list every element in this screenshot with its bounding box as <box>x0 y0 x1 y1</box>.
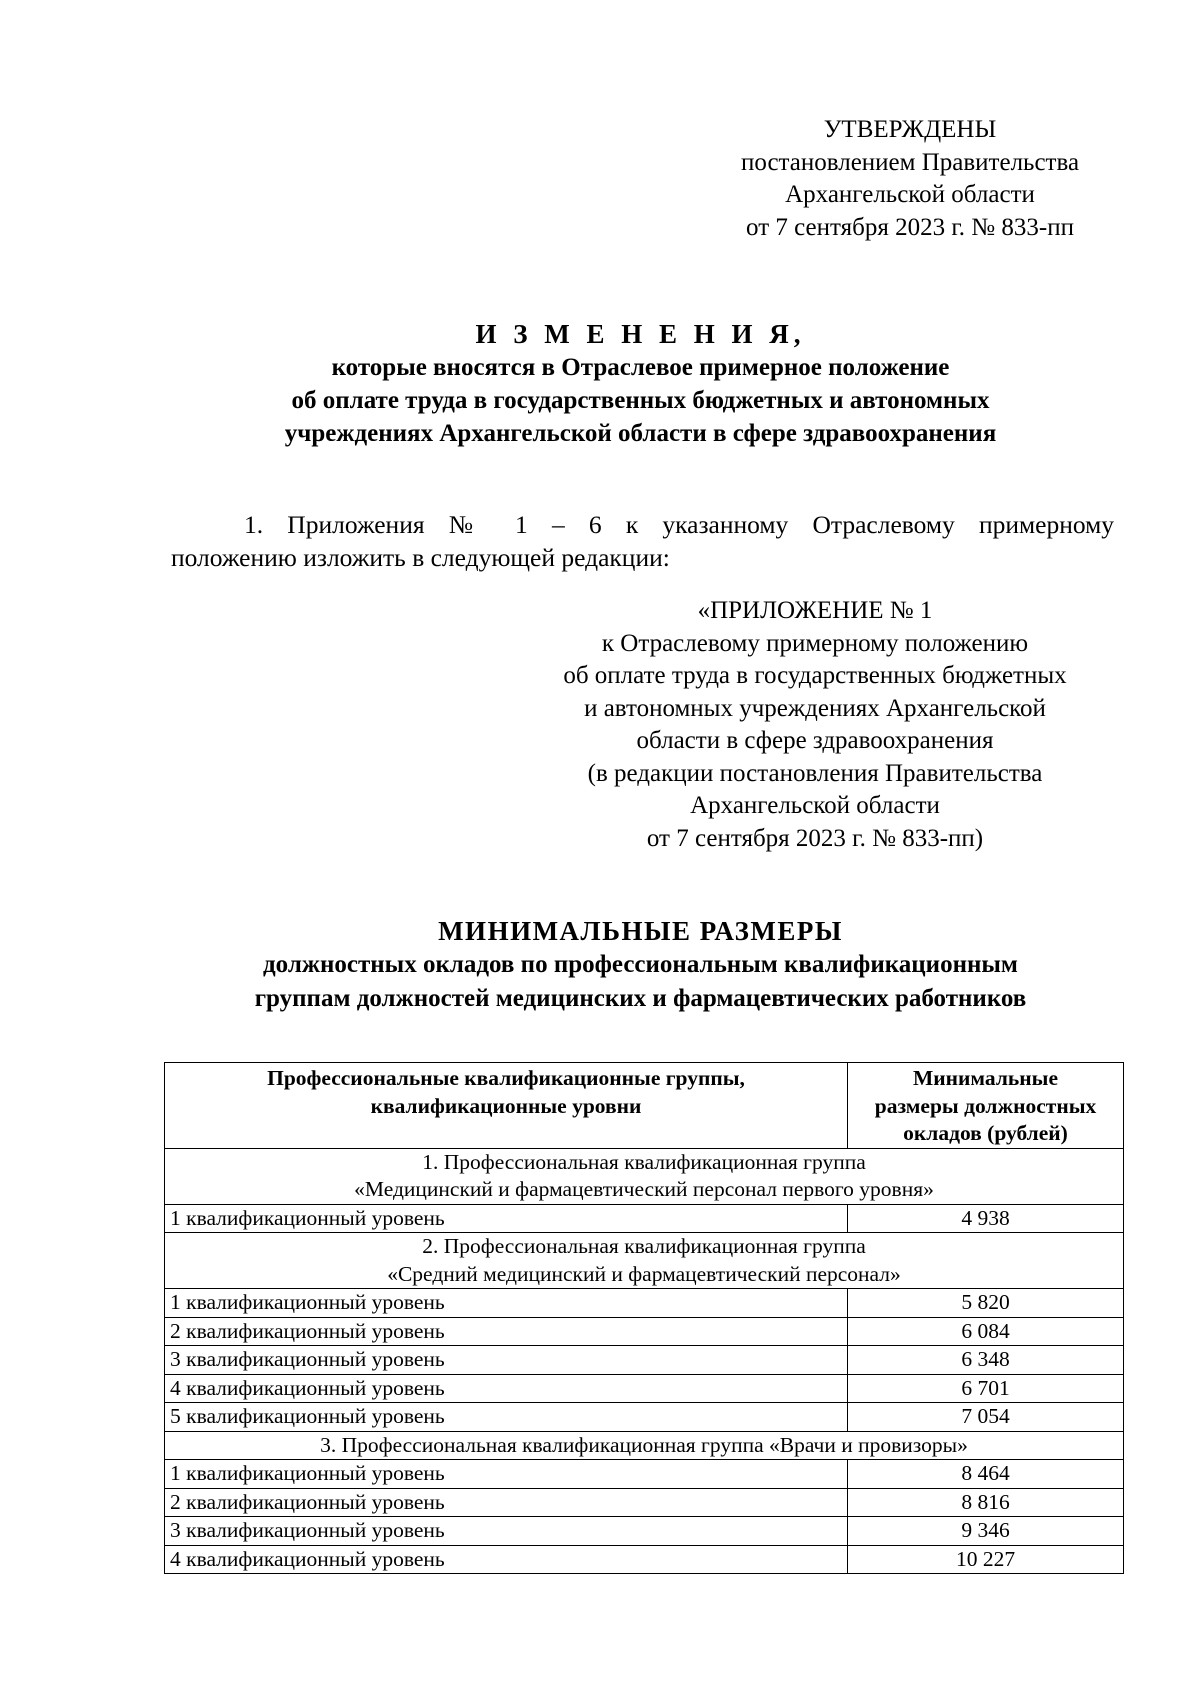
appendix-line: «ПРИЛОЖЕНИЕ № 1 <box>697 597 933 624</box>
changes-heading: И З М Е Н Е Н И Я, <box>475 319 806 349</box>
min-sizes-title-line: должностных окладов по профессиональным квалификационным <box>263 951 1018 978</box>
group-row <box>165 1233 1124 1289</box>
min-sizes-title-line: группам должностей медицинских и фармацевтических работников <box>254 985 1027 1012</box>
table-row <box>165 1460 1124 1489</box>
appendix-line: (в редакции постановления Правительства <box>587 759 1043 787</box>
table-row <box>165 1289 1124 1318</box>
salary-cell: 10 227 <box>848 1545 1124 1574</box>
change-paragraph <box>171 508 1114 574</box>
level-cell: 1 квалификационный уровень <box>165 1204 848 1233</box>
changes-title-line: учреждениях Архангельской области в сфере здравоохранения <box>284 420 997 447</box>
salary-cell: 6 701 <box>848 1374 1124 1403</box>
level-cell: 2 квалификационный уровень <box>165 1317 848 1346</box>
appendix-line: Архангельской области <box>690 792 940 819</box>
table-row <box>165 1204 1124 1233</box>
table-row <box>165 1346 1124 1375</box>
approval-stamp <box>690 114 1130 244</box>
approval-line: постановлением Правительства <box>740 148 1080 176</box>
level-cell: 3 квалификационный уровень <box>165 1346 848 1375</box>
table-row <box>165 1488 1124 1517</box>
header-text: окладов (рублей) <box>903 1121 1068 1145</box>
group-title-line: «Медицинский и фармацевтический персонал первого уровня» <box>354 1177 934 1201</box>
table-row <box>165 1545 1124 1574</box>
group-title-line: «Средний медицинский и фармацевтический персонал» <box>387 1261 901 1286</box>
group-title <box>165 1148 1124 1204</box>
level-cell: 5 квалификационный уровень <box>165 1403 848 1432</box>
level-cell: 4 квалификационный уровень <box>165 1545 848 1574</box>
table-row <box>165 1517 1124 1546</box>
group-title-line: 1. Профессиональная квалификационная группа <box>422 1149 866 1174</box>
paragraph-line: положению изложить в следующей редакции: <box>171 543 670 572</box>
changes-title <box>165 318 1116 450</box>
level-cell: 3 квалификационный уровень <box>165 1517 848 1546</box>
min-sizes-heading: МИНИМАЛЬНЫЕ РАЗМЕРЫ <box>438 916 843 946</box>
table-header-row <box>165 1063 1124 1149</box>
header-text: Минимальные <box>912 1066 1059 1090</box>
appendix-line: об оплате труда в государственных бюджетных <box>563 662 1067 689</box>
salary-table <box>164 1062 1124 1574</box>
approval-line: УТВЕРЖДЕНЫ <box>823 116 997 143</box>
changes-title-line: которые вносятся в Отраслевое примерное положение <box>331 354 950 381</box>
header-groups <box>165 1063 848 1149</box>
min-sizes-title <box>165 914 1116 1016</box>
table-row <box>165 1317 1124 1346</box>
appendix-line: и автономных учреждениях Архангельской <box>584 694 1046 722</box>
salary-cell: 6 084 <box>848 1317 1124 1346</box>
appendix-header <box>505 595 1125 855</box>
paragraph-line: 1. Приложения № 1 – 6 к указанному Отраслевому примерному <box>244 510 1114 539</box>
salary-cell: 9 346 <box>848 1517 1124 1546</box>
salary-cell: 5 820 <box>848 1289 1124 1318</box>
salary-cell: 4 938 <box>848 1204 1124 1233</box>
salary-cell: 8 816 <box>848 1488 1124 1517</box>
changes-title-line: об оплате труда в государственных бюджетных и автономных <box>291 387 990 414</box>
level-cell: 4 квалификационный уровень <box>165 1374 848 1403</box>
group-title-line: 3. Профессиональная квалификационная группа «Врачи и провизоры» <box>320 1432 968 1457</box>
appendix-line: области в сфере здравоохранения <box>636 727 994 754</box>
header-text: размеры должностных <box>874 1093 1097 1118</box>
group-row <box>165 1148 1124 1204</box>
approval-line: Архангельской области <box>785 181 1035 208</box>
appendix-line: от 7 сентября 2023 г. № 833-пп) <box>646 824 984 852</box>
group-title <box>165 1233 1124 1289</box>
appendix-line: к Отраслевому примерному положению <box>601 629 1029 657</box>
level-cell: 1 квалификационный уровень <box>165 1289 848 1318</box>
salary-cell: 8 464 <box>848 1460 1124 1489</box>
header-text: Профессиональные квалификационные группы, <box>267 1066 745 1090</box>
level-cell: 1 квалификационный уровень <box>165 1460 848 1489</box>
table-row <box>165 1374 1124 1403</box>
header-salary <box>848 1063 1124 1149</box>
salary-cell: 6 348 <box>848 1346 1124 1375</box>
group-title <box>165 1431 1124 1460</box>
level-cell: 2 квалификационный уровень <box>165 1488 848 1517</box>
header-text: квалификационные уровни <box>370 1093 642 1118</box>
group-title-line: 2. Профессиональная квалификационная группа <box>422 1234 866 1258</box>
approval-line: от 7 сентября 2023 г. № 833-пп <box>746 213 1074 241</box>
group-row <box>165 1431 1124 1460</box>
table-row <box>165 1403 1124 1432</box>
salary-cell: 7 054 <box>848 1403 1124 1432</box>
